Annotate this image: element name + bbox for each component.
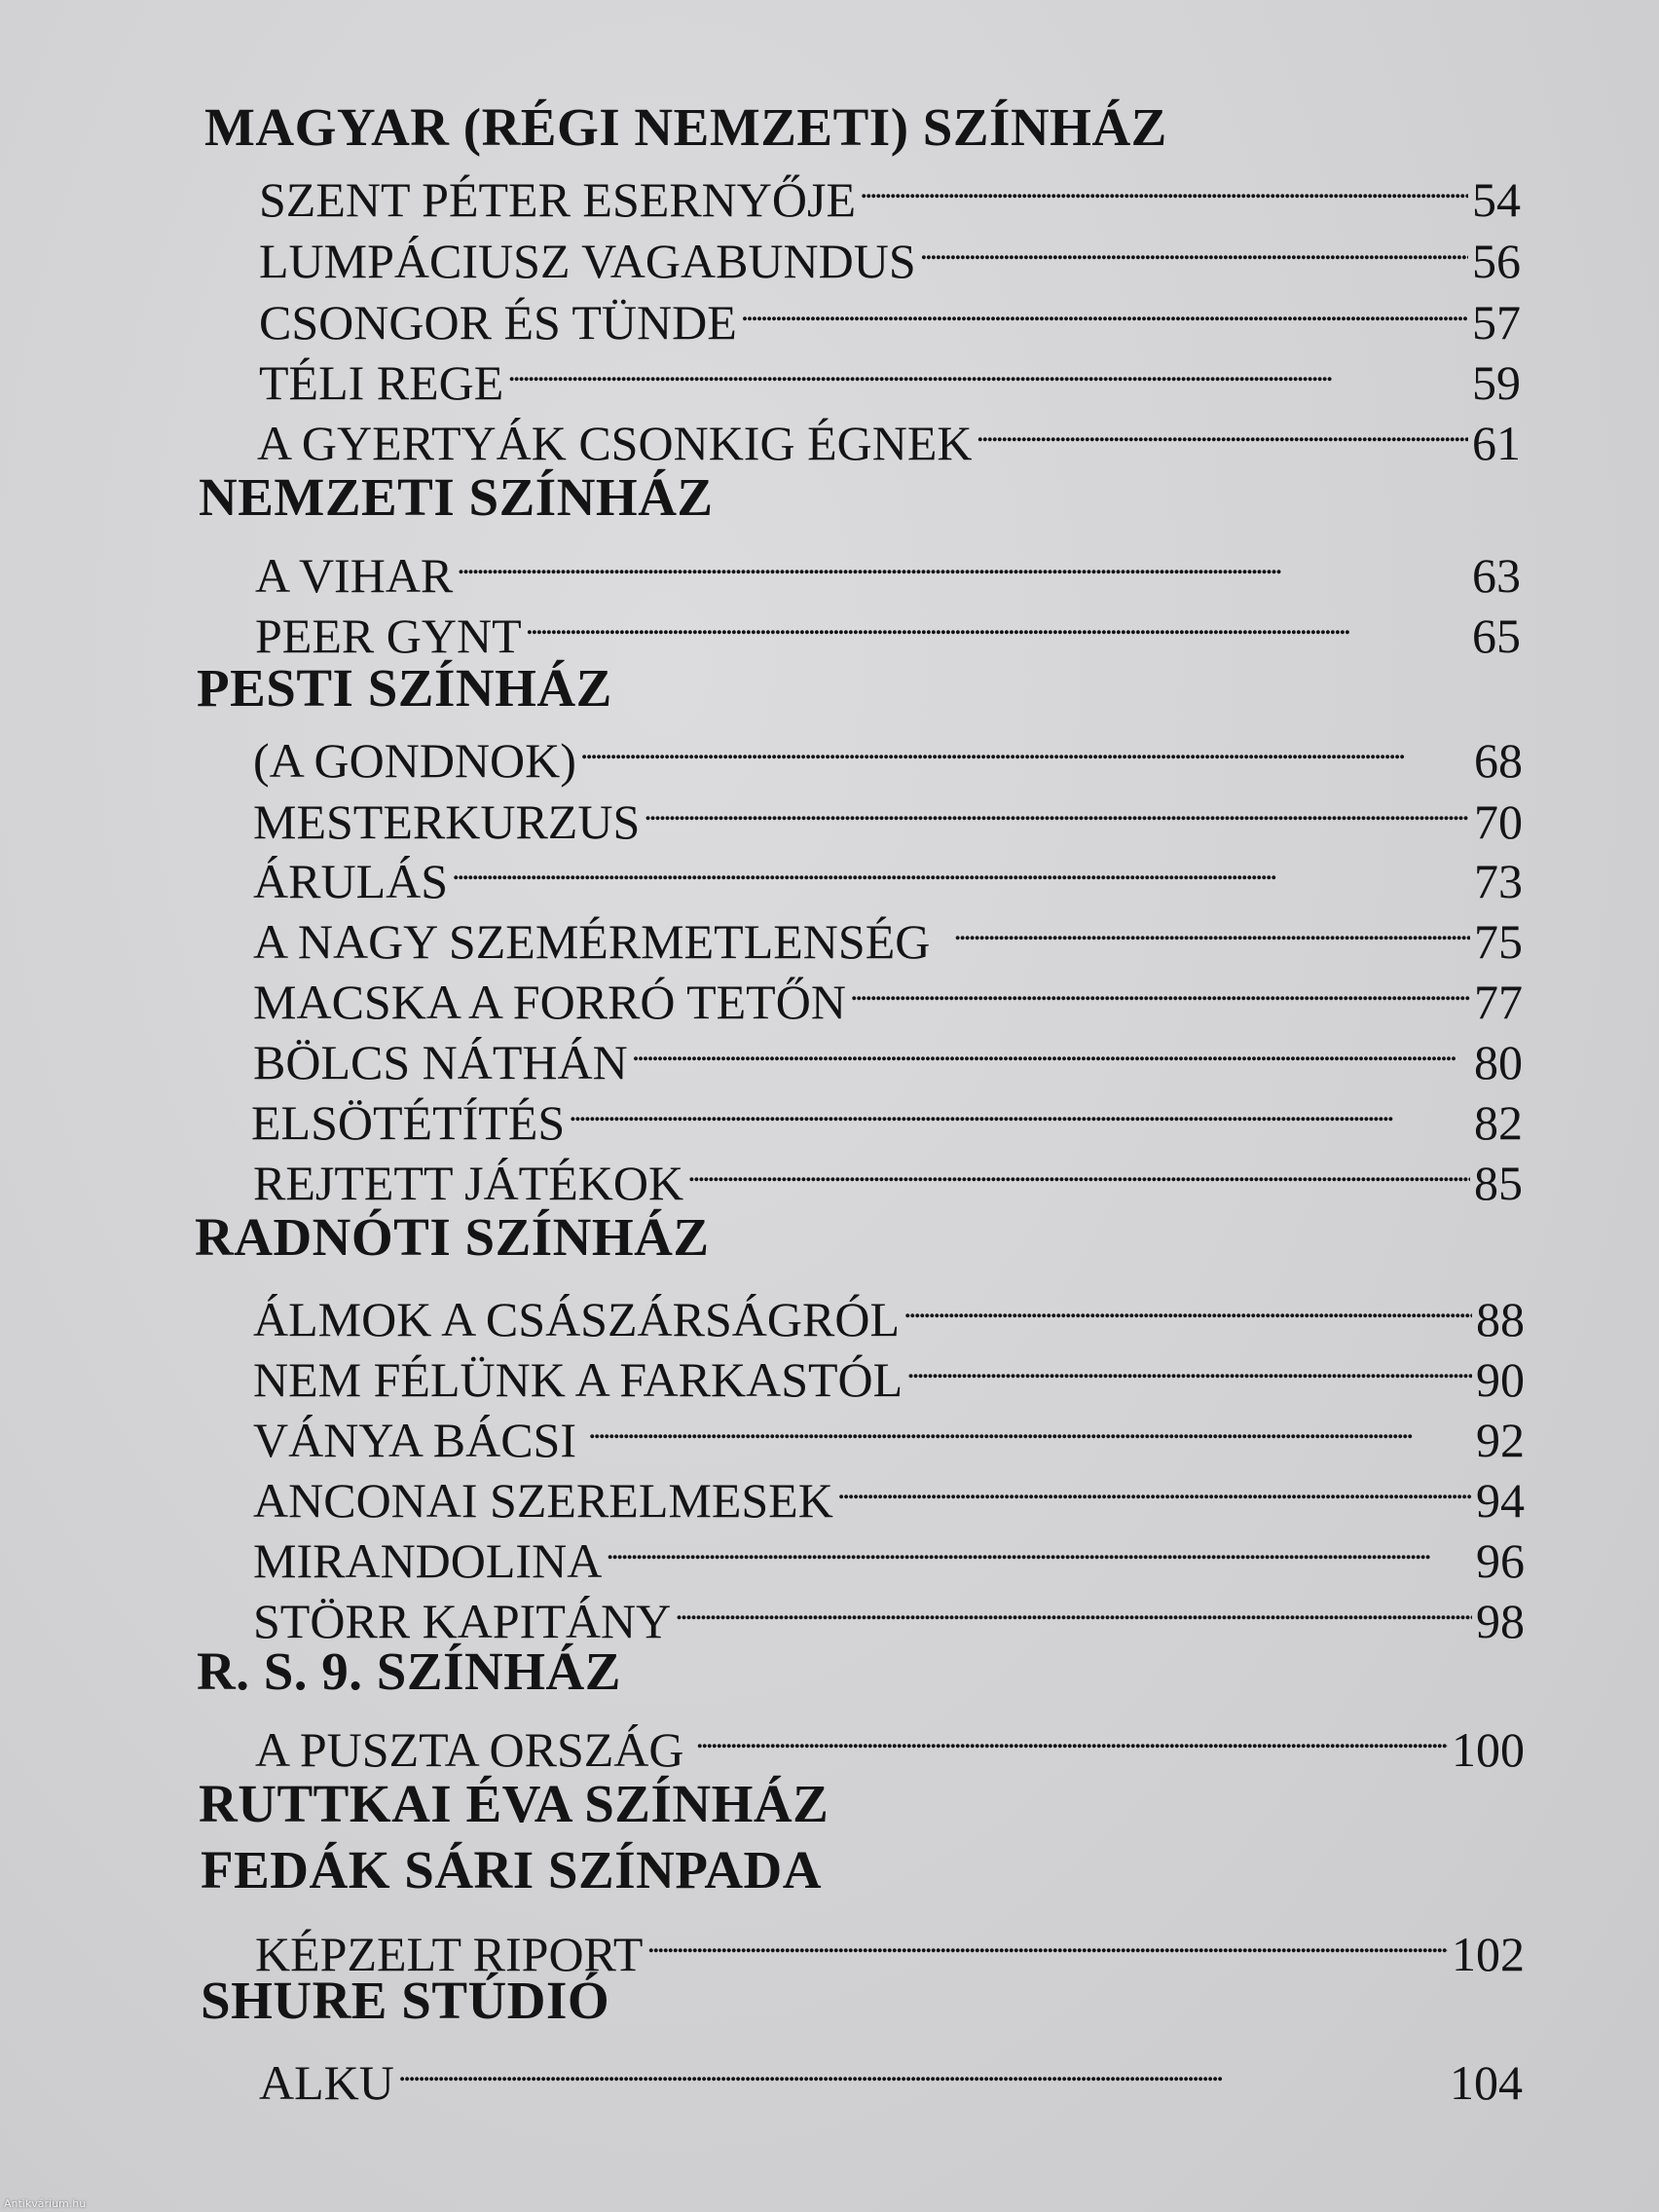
dot-leader [976, 403, 1468, 460]
entry-title: ALKU [259, 2055, 394, 2110]
dot-leader [580, 720, 1470, 777]
dot-leader [588, 1400, 1472, 1456]
entry-title: LUMPÁCIUSZ VAGABUNDUS [259, 234, 916, 288]
toc-entry [253, 1279, 1525, 1346]
dot-leader [860, 160, 1468, 216]
dot-leader [903, 1279, 1472, 1336]
dot-leader [526, 596, 1468, 652]
entry-page-number: 98 [1476, 1594, 1525, 1648]
toc-entry [253, 720, 1523, 788]
entry-page-number: 57 [1472, 295, 1521, 350]
entry-page-number: 82 [1474, 1095, 1523, 1150]
dot-leader [569, 1083, 1470, 1139]
entry-title: TÉLI REGE [259, 355, 504, 410]
entry-title: ÁLMOK A CSÁSZÁRSÁGRÓL [253, 1292, 901, 1346]
dot-leader [741, 282, 1468, 339]
section-title: NEMZETI SZÍNHÁZ [199, 467, 714, 527]
entry-page-number: 102 [1452, 1927, 1525, 1981]
entry-title: KÉPZELT RIPORT [255, 1927, 644, 1981]
toc-entry [259, 160, 1521, 227]
entry-title: MACSKA A FORRÓ TETŐN [253, 975, 846, 1029]
watermark: Antikvárium.hu [4, 2197, 87, 2210]
toc-entry [253, 1400, 1525, 1467]
entry-title: REJTETT JÁTÉKOK [253, 1156, 684, 1210]
toc-entry [259, 221, 1521, 288]
dot-leader [953, 902, 1470, 958]
dot-leader [675, 1581, 1472, 1638]
section-title: PESTI SZÍNHÁZ [197, 658, 612, 718]
entry-page-number: 94 [1476, 1473, 1525, 1528]
entry-page-number: 88 [1476, 1292, 1525, 1346]
toc-entry [255, 596, 1521, 663]
entry-page-number: 63 [1472, 548, 1521, 603]
dot-leader [644, 782, 1470, 838]
dot-leader [696, 1710, 1448, 1766]
entry-title: PEER GYNT [255, 608, 522, 663]
entry-title: A VIHAR [255, 548, 454, 603]
dot-leader [452, 841, 1470, 898]
entry-title: A NAGY SZEMÉRMETLENSÉG [253, 914, 931, 969]
toc-entry [257, 403, 1521, 470]
entry-title: SZENT PÉTER ESERNYŐJE [259, 172, 856, 227]
entry-title: ELSÖTÉTÍTÉS [251, 1095, 566, 1150]
toc-entry [253, 841, 1523, 908]
entry-page-number: 61 [1472, 416, 1521, 470]
entry-title: ANCONAI SZERELMESEK [253, 1473, 833, 1528]
entry-title: VÁNYA BÁCSI [253, 1413, 577, 1467]
entry-page-number: 90 [1476, 1352, 1525, 1407]
toc-entry [251, 1083, 1523, 1150]
toc-entry [253, 902, 1523, 969]
section-title: MAGYAR (RÉGI NEMZETI) SZÍNHÁZ [204, 97, 1167, 157]
dot-leader [687, 1143, 1470, 1199]
entry-page-number: 75 [1474, 914, 1523, 969]
entry-title: MIRANDOLINA [253, 1533, 603, 1588]
entry-page-number: 68 [1474, 733, 1523, 788]
toc-entry [259, 2043, 1523, 2110]
entry-page-number: 85 [1474, 1156, 1523, 1210]
entry-page-number: 65 [1472, 608, 1521, 663]
section-title: SHURE STÚDIÓ [201, 1971, 610, 2030]
entry-title: CSONGOR ÉS TÜNDE [259, 295, 737, 350]
entry-title: MESTERKURZUS [253, 794, 641, 849]
toc-entry [253, 1581, 1525, 1648]
toc-entry [255, 1914, 1525, 1981]
toc-entry [255, 535, 1521, 603]
section-title: RADNÓTI SZÍNHÁZ [195, 1207, 710, 1267]
toc-entry [253, 782, 1523, 849]
entry-title: (A GONDNOK) [253, 733, 576, 788]
entry-page-number: 59 [1472, 355, 1521, 410]
toc-entry [253, 962, 1523, 1029]
entry-page-number: 104 [1450, 2055, 1523, 2110]
toc-entry [259, 282, 1521, 350]
entry-page-number: 92 [1476, 1413, 1525, 1467]
dot-leader [606, 1521, 1472, 1577]
dot-leader [646, 1914, 1448, 1971]
toc-entry [253, 1521, 1525, 1588]
entry-title: STÖRR KAPITÁNY [253, 1594, 672, 1648]
toc-entry [253, 1460, 1525, 1528]
entry-page-number: 80 [1474, 1035, 1523, 1089]
entry-title: BÖLCS NÁTHÁN [253, 1035, 628, 1089]
entry-page-number: 70 [1474, 794, 1523, 849]
entry-page-number: 100 [1452, 1722, 1525, 1777]
entry-title: NEM FÉLÜNK A FARKASTÓL [253, 1352, 903, 1407]
toc-entry [255, 1710, 1525, 1777]
dot-leader [457, 535, 1468, 592]
dot-leader [850, 962, 1470, 1018]
entry-title: A GYERTYÁK CSONKIG ÉGNEK [257, 416, 973, 470]
toc-entry [253, 1143, 1523, 1210]
dot-leader [906, 1340, 1472, 1396]
entry-page-number: 77 [1474, 975, 1523, 1029]
entry-title: A PUSZTA ORSZÁG [255, 1722, 684, 1777]
toc-entry [253, 1022, 1523, 1089]
dot-leader [507, 343, 1468, 399]
dot-leader [920, 221, 1468, 277]
entry-page-number: 54 [1472, 172, 1521, 227]
entry-page-number: 73 [1474, 854, 1523, 908]
dot-leader [837, 1460, 1472, 1517]
section-title: R. S. 9. SZÍNHÁZ [197, 1641, 621, 1701]
section-title: FEDÁK SÁRI SZÍNPADA [201, 1840, 822, 1899]
entry-page-number: 56 [1472, 234, 1521, 288]
entry-title: ÁRULÁS [253, 854, 449, 908]
dot-leader [398, 2043, 1446, 2099]
entry-page-number: 96 [1476, 1533, 1525, 1588]
toc-entry [253, 1340, 1525, 1407]
section-title: RUTTKAI ÉVA SZÍNHÁZ [199, 1774, 830, 1833]
toc-entry [259, 343, 1521, 410]
dot-leader [632, 1022, 1470, 1079]
